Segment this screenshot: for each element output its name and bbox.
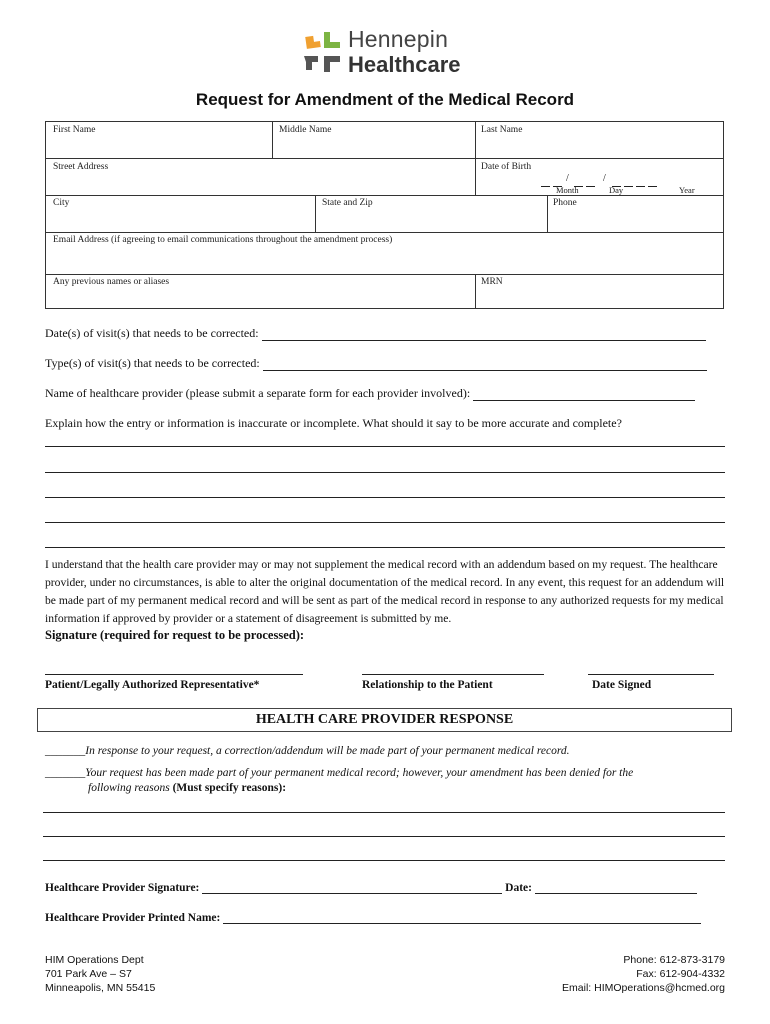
dob-month-label: Month [556, 185, 579, 195]
page-title: Request for Amendment of the Medical Record [195, 90, 575, 109]
footer-contact [562, 953, 725, 995]
explain-question: Explain how the entry or information is inaccurate or incomplete. What should it say to be more accurate and complete? [45, 416, 622, 430]
provider-date-label: Date: [505, 882, 532, 894]
state-zip-label: State and Zip [322, 198, 373, 208]
response-option-approve [45, 745, 570, 757]
relationship-label: Relationship to the Patient [362, 679, 493, 691]
signature-heading: Signature (required for request to be processed): [45, 628, 305, 642]
footer-city: Minneapolis, MN 55415 [45, 982, 156, 994]
approve-option-text: In response to your request, a correction/addendum will be made part of your permanent medical record. [85, 745, 570, 757]
visit-types-label: Type(s) of visit(s) that needs to be corrected: [45, 356, 260, 370]
visit-dates-question [45, 326, 706, 341]
dob-year-label: Year [679, 185, 695, 195]
patient-info-grid [45, 121, 724, 309]
footer-dept: HIM Operations Dept [45, 954, 144, 966]
provider-printed-name-input[interactable] [223, 911, 701, 924]
acknowledgement-statement: I understand that the health care provider may or may not supplement the medical record with an addendum based on my request. The healthcare provider, under no circumstances, is able to alter the original documentation of the medical record. In any event, this request for an addendum will be made part of my permanent medical record and will be sent as part of the medical record in response to any authorized requests for my medical information if approved by provider or a statement of disagreement is submitted by me. [45, 558, 725, 625]
first-name-label: First Name [53, 125, 96, 135]
deny-checkbox-blank[interactable]: _______ [45, 767, 86, 779]
provider-name-label: Name of healthcare provider (please submit a separate form for each provider involved): [45, 386, 471, 400]
visit-types-question [45, 356, 707, 371]
deny-reasons-text: following reasons [88, 782, 170, 794]
state-zip-field[interactable] [316, 196, 547, 232]
previous-names-field[interactable] [46, 275, 475, 308]
dob-day-label: Day [609, 185, 624, 195]
explain-line[interactable] [45, 547, 725, 548]
street-address-field[interactable] [46, 159, 475, 195]
footer-fax: Fax: 612-904-4332 [636, 968, 725, 980]
provider-name-input[interactable] [473, 388, 695, 401]
explain-line[interactable] [45, 497, 725, 498]
visit-dates-input[interactable] [262, 328, 706, 341]
dob-label: Date of Birth [481, 162, 532, 172]
reasons-line[interactable] [43, 812, 725, 813]
city-field[interactable] [46, 196, 315, 232]
dob-field[interactable]: / / Month Day Year [476, 159, 723, 195]
footer-email: Email: HIMOperations@hcmed.org [562, 982, 725, 994]
provider-date-input[interactable] [535, 881, 697, 894]
approve-checkbox-blank[interactable]: _______ [45, 745, 86, 757]
middle-name-field[interactable] [273, 122, 475, 158]
provider-signature-row [45, 881, 697, 894]
hennepin-healthcare-logo [300, 28, 480, 78]
city-label: City [53, 198, 70, 208]
phone-field[interactable] [548, 196, 723, 232]
provider-name-question [45, 386, 695, 401]
response-option-deny [45, 767, 633, 779]
previous-names-label: Any previous names or aliases [53, 277, 170, 287]
provider-signature-label: Healthcare Provider Signature: [45, 882, 200, 894]
date-signed-line[interactable] [588, 674, 714, 675]
logo-mark-icon [300, 28, 346, 78]
date-signed-label: Date Signed [592, 679, 652, 691]
last-name-field[interactable] [476, 122, 723, 158]
provider-printed-name-row [45, 911, 701, 924]
patient-signature-label: Patient/Legally Authorized Representative* [45, 679, 260, 691]
phone-label: Phone [553, 198, 577, 208]
footer-address [45, 953, 155, 995]
explain-line[interactable] [45, 522, 725, 523]
email-field[interactable] [46, 233, 723, 274]
logo-text-healthcare: Healthcare [348, 52, 461, 77]
relationship-line[interactable] [362, 674, 544, 675]
first-name-field[interactable] [46, 122, 272, 158]
street-address-label: Street Address [53, 162, 109, 172]
explain-line[interactable] [45, 472, 725, 473]
explain-line[interactable] [45, 446, 725, 447]
provider-response-heading: HEALTH CARE PROVIDER RESPONSE [37, 708, 732, 732]
mrn-field[interactable] [476, 275, 723, 308]
footer-street: 701 Park Ave – S7 [45, 968, 132, 980]
patient-signature-line[interactable] [45, 674, 303, 675]
visit-dates-label: Date(s) of visit(s) that needs to be corrected: [45, 326, 259, 340]
middle-name-label: Middle Name [279, 125, 332, 135]
deny-option-text: Your request has been made part of your permanent medical record; however, your amendment has been denied for the [85, 767, 634, 779]
last-name-label: Last Name [481, 125, 523, 135]
reasons-line[interactable] [43, 860, 725, 861]
reasons-line[interactable] [43, 836, 725, 837]
email-label: Email Address (if agreeing to email communications throughout the amendment process) [53, 235, 393, 245]
provider-printed-name-label: Healthcare Provider Printed Name: [45, 912, 221, 924]
footer-phone: Phone: 612-873-3179 [623, 954, 725, 966]
logo-text-hennepin: Hennepin [348, 26, 449, 52]
mrn-label: MRN [481, 277, 503, 287]
deny-reasons-line [88, 782, 286, 794]
provider-signature-input[interactable] [202, 881, 502, 894]
must-specify-text: (Must specify reasons): [172, 782, 287, 794]
visit-types-input[interactable] [263, 358, 707, 371]
